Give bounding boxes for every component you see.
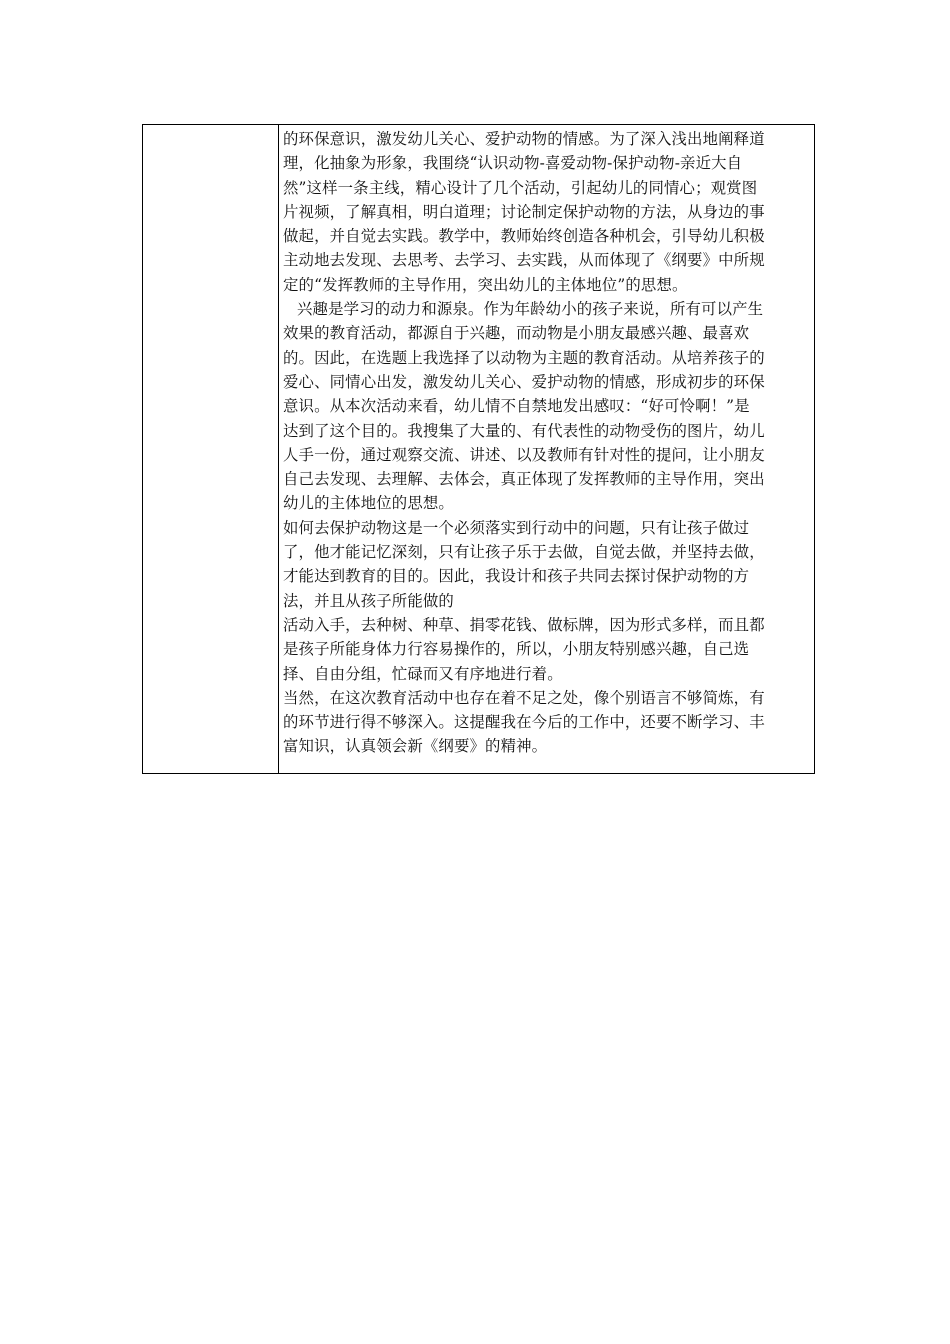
text-line: 才能达到教育的目的。因此，我设计和孩子共同去探讨保护动物的方 bbox=[283, 567, 750, 586]
text-line: 达到了这个目的。我搜集了大量的、有代表性的动物受伤的图片，幼儿 bbox=[283, 421, 765, 440]
text-line: 人手一份，通过观察交流、讲述、以及教师有针对性的提问，让小朋友 bbox=[283, 445, 765, 464]
text-line: 定的“发挥教师的主导作用，突出幼儿的主体地位”的思想。 bbox=[283, 275, 688, 294]
reflection-text bbox=[279, 125, 814, 759]
text-line: 做起，并自觉去实践。教学中，教师始终创造各种机会，引导幼儿积极 bbox=[283, 227, 765, 246]
document-table bbox=[142, 124, 815, 774]
text-line: 活动入手，去种树、种草、捐零花钱、做标牌，因为形式多样，而且都 bbox=[283, 615, 765, 634]
text-line: 片视频，了解真相，明白道理；讨论制定保护动物的方法，从身边的事 bbox=[283, 202, 765, 221]
text-line: 当然，在这次教育活动中也存在着不足之处，像个别语言不够简炼，有 bbox=[283, 688, 765, 707]
text-line: 然”这样一条主线，精心设计了几个活动，引起幼儿的同情心；观赏图 bbox=[283, 178, 758, 197]
table-row bbox=[143, 125, 815, 774]
text-line: 择、自由分组，忙碌而又有序地进行着。 bbox=[283, 664, 563, 683]
text-line: 主动地去发现、去思考、去学习、去实践，从而体现了《纲要》中所规 bbox=[283, 251, 765, 270]
text-line: 效果的教育活动，都源自于兴趣，而动物是小朋友最感兴趣、最喜欢 bbox=[283, 324, 750, 343]
text-line: 的。因此，在选题上我选择了以动物为主题的教育活动。从培养孩子的 bbox=[283, 348, 765, 367]
text-line: 法，并且从孩子所能做的 bbox=[283, 591, 454, 610]
text-line: 的环保意识，激发幼儿关心、爱护动物的情感。为了深入浅出地阐释道 bbox=[283, 130, 765, 148]
content-cell bbox=[279, 125, 815, 774]
empty-label-cell bbox=[143, 125, 279, 774]
text-line: 如何去保护动物这是一个必须落实到行动中的问题，只有让孩子做过 bbox=[283, 518, 750, 537]
text-line: 幼儿的主体地位的思想。 bbox=[283, 494, 454, 513]
text-line: 的环节进行得不够深入。这提醒我在今后的工作中，还要不断学习、丰 bbox=[283, 713, 765, 732]
text-line: 自己去发现、去理解、去体会，真正体现了发挥教师的主导作用，突出 bbox=[283, 470, 765, 489]
text-line: 是孩子所能身体力行容易操作的，所以，小朋友特别感兴趣，自己选 bbox=[283, 640, 750, 659]
text-line: 了，他才能记忆深刻，只有让孩子乐于去做，自觉去做，并坚持去做， bbox=[283, 543, 765, 562]
text-line: 理，化抽象为形象，我围绕“认识动物-喜爱动物-保护动物-亲近大自 bbox=[283, 154, 743, 173]
text-line: 富知识，认真领会新《纲要》的精神。 bbox=[283, 737, 548, 756]
text-line: 爱心、同情心出发，激发幼儿关心、爱护动物的情感，形成初步的环保 bbox=[283, 372, 765, 391]
text-line: 意识。从本次活动来看，幼儿情不自禁地发出感叹：“好可怜啊！”是 bbox=[283, 397, 750, 416]
text-line: 兴趣是学习的动力和源泉。作为年龄幼小的孩子来说，所有可以产生 bbox=[297, 300, 764, 319]
